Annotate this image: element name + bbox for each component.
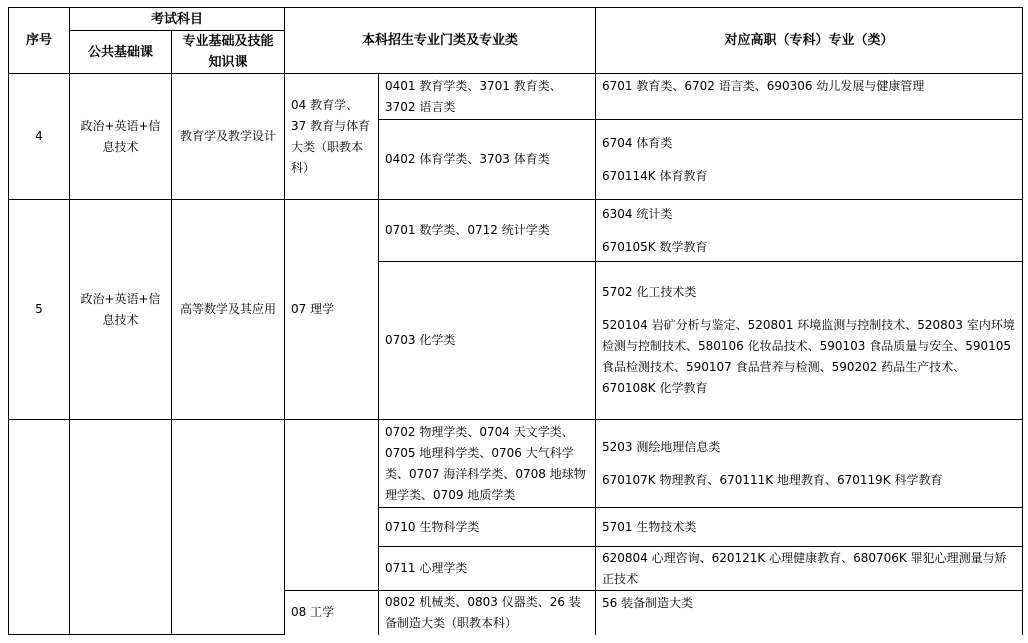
vocational-cell <box>596 591 1023 635</box>
category-cell: 07 理学 <box>285 200 379 420</box>
vocational-cell <box>596 420 1023 508</box>
vocational-line: 6704 体育类 <box>602 135 673 150</box>
admission-table <box>8 7 1023 635</box>
class-cell: 0802 机械类、0803 仪器类、26 装备制造大类（职教本科） <box>379 591 596 635</box>
class-cell: 0402 体育学类、3703 体育类 <box>379 120 596 200</box>
vocational-cell <box>596 200 1023 262</box>
header-public-course: 公共基础课 <box>70 31 172 74</box>
class-cell: 0401 教育学类、3701 教育类、3702 语言类 <box>379 74 596 120</box>
class-cell: 0703 化学类 <box>379 262 596 420</box>
header-exam-subjects: 考试科目 <box>70 8 285 31</box>
header-undergrad: 本科招生专业门类及专业类 <box>285 8 596 74</box>
seq-cell: 4 <box>9 74 70 200</box>
vocational-cell <box>596 547 1023 591</box>
class-cell: 0702 物理学类、0704 天文学类、0705 地理科学类、0706 大气科学类、0707 海洋科学类、0708 地球物理学类、0709 地质学类 <box>379 420 596 508</box>
table-row <box>9 74 1023 120</box>
vocational-cell <box>596 74 1023 120</box>
header-major-course: 专业基础及技能知识课 <box>172 31 285 74</box>
major-course-cell <box>172 420 285 635</box>
public-course-cell: 政治+英语+信息技术 <box>70 200 172 420</box>
vocational-cell <box>596 508 1023 547</box>
vocational-line: 670105K 数学教育 <box>602 239 708 254</box>
class-cell: 0701 数学类、0712 统计学类 <box>379 200 596 262</box>
vocational-line: 6701 教育类、6702 语言类、690306 幼儿发展与健康管理 <box>602 79 925 93</box>
vocational-line: 670114K 体育教育 <box>602 168 708 183</box>
vocational-line: 56 装备制造大类 <box>602 596 694 610</box>
vocational-line: 5702 化工技术类 <box>602 285 697 299</box>
vocational-line: 5701 生物技术类 <box>602 519 697 534</box>
vocational-line: 520104 岩矿分析与鉴定、520801 环境监测与控制技术、520803 室内环境检测与控制技术、580106 化妆品技术、590103 食品质量与安全、590105 食品检测技术、590107 食品营养与检测、590202 药品生产技术、670108K 化学教育 <box>602 318 1015 395</box>
header-seq: 序号 <box>9 8 70 74</box>
vocational-line: 620804 心理咨询、620121K 心理健康教育、680706K 罪犯心理测量与矫正技术 <box>602 550 1007 586</box>
class-cell: 0711 心理学类 <box>379 547 596 591</box>
category-cell: 04 教育学、37 教育与体育大类（职教本科） <box>285 74 379 200</box>
table-row <box>9 200 1023 262</box>
category-cell <box>285 420 379 591</box>
header-row-1 <box>9 8 1023 31</box>
seq-cell <box>9 420 70 635</box>
vocational-line: 6304 统计类 <box>602 206 673 221</box>
major-course-cell: 教育学及教学设计 <box>172 74 285 200</box>
vocational-cell <box>596 262 1023 420</box>
vocational-line: 670107K 物理教育、670111K 地理教育、670119K 科学教育 <box>602 472 943 487</box>
seq-cell: 5 <box>9 200 70 420</box>
vocational-cell <box>596 120 1023 200</box>
public-course-cell <box>70 420 172 635</box>
category-cell: 08 工学 <box>285 591 379 635</box>
class-cell: 0710 生物科学类 <box>379 508 596 547</box>
vocational-line: 5203 测绘地理信息类 <box>602 439 721 454</box>
major-course-cell: 高等数学及其应用 <box>172 200 285 420</box>
header-vocational: 对应高职（专科）专业（类） <box>596 8 1023 74</box>
table-row <box>9 420 1023 508</box>
public-course-cell: 政治+英语+信息技术 <box>70 74 172 200</box>
